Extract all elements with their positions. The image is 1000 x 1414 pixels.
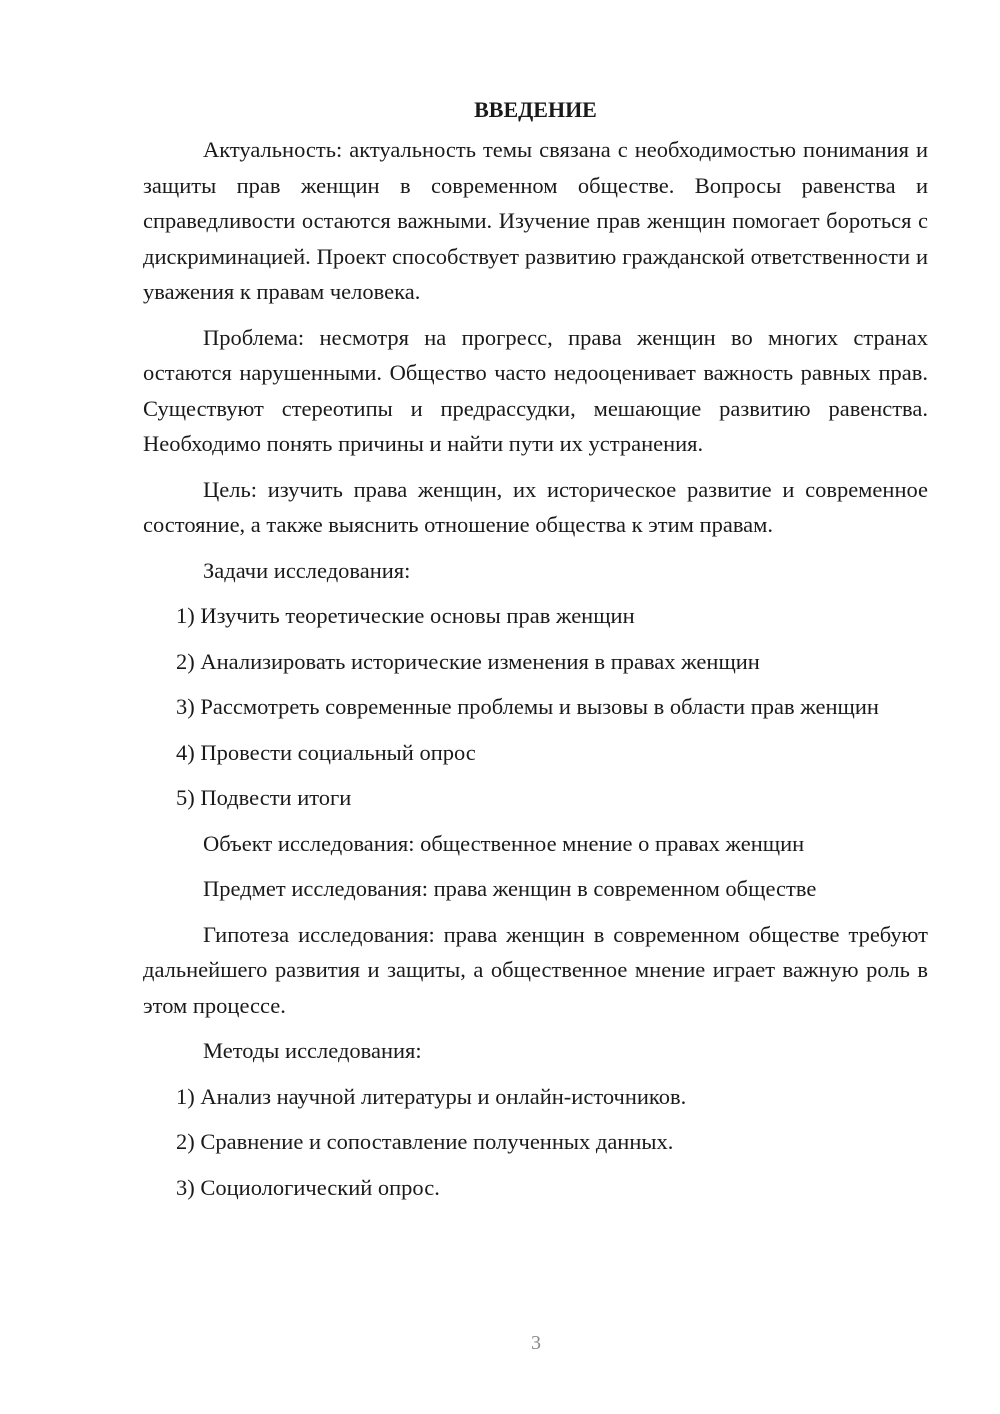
document-page [143, 92, 928, 1215]
document-heading: ВВЕДЕНИЕ [474, 97, 597, 122]
task-item: 3) Рассмотреть современные проблемы и вызовы в области прав женщин [176, 694, 879, 719]
hypothesis-paragraph: Гипотеза исследования: права женщин в современном обществе требуют дальнейшего развития и защиты, а общественное мнение играет важную роль в этом процессе. [143, 921, 928, 1018]
tasks-title: Задачи исследования: [203, 557, 411, 583]
page-number: 3 [531, 1332, 541, 1354]
object-line: Объект исследования: общественное мнение о правах женщин [203, 830, 805, 856]
subject-line: Предмет исследования: права женщин в современном обществе [203, 876, 817, 901]
task-item: 5) Подвести итоги [176, 785, 352, 810]
method-item: 1) Анализ научной литературы и онлайн-источников. [176, 1083, 687, 1109]
task-item: 1) Изучить теоретические основы прав женщин [176, 603, 635, 628]
task-item: 2) Анализировать исторические изменения в правах женщин [176, 648, 760, 674]
task-item: 4) Провести социальный опрос [176, 739, 476, 765]
methods-title: Методы исследования: [203, 1038, 422, 1063]
method-item: 2) Сравнение и сопоставление полученных данных. [176, 1129, 674, 1154]
relevance-paragraph: Актуальность: актуальность темы связана с необходимостью понимания и защиты прав женщин в современном обществе. Вопросы равенства и справедливости остаются важными. Изучение прав женщин помогает бороться с дискриминацией. Проект способствует развитию гражданской ответственности и уважения к правам человека. [143, 137, 928, 304]
problem-paragraph: Проблема: несмотря на прогресс, права женщин во многих странах остаются нарушенными. Общество часто недооценивает важность равных прав. Существуют стереотипы и предрассудки, мешающие развитию равенства. Необходимо понять причины и найти пути их устранения. [143, 324, 928, 456]
method-item: 3) Социологический опрос. [176, 1174, 440, 1200]
goal-paragraph: Цель: изучить права женщин, их историческое развитие и современное состояние, а также выяснить отношение общества к этим правам. [143, 476, 928, 537]
